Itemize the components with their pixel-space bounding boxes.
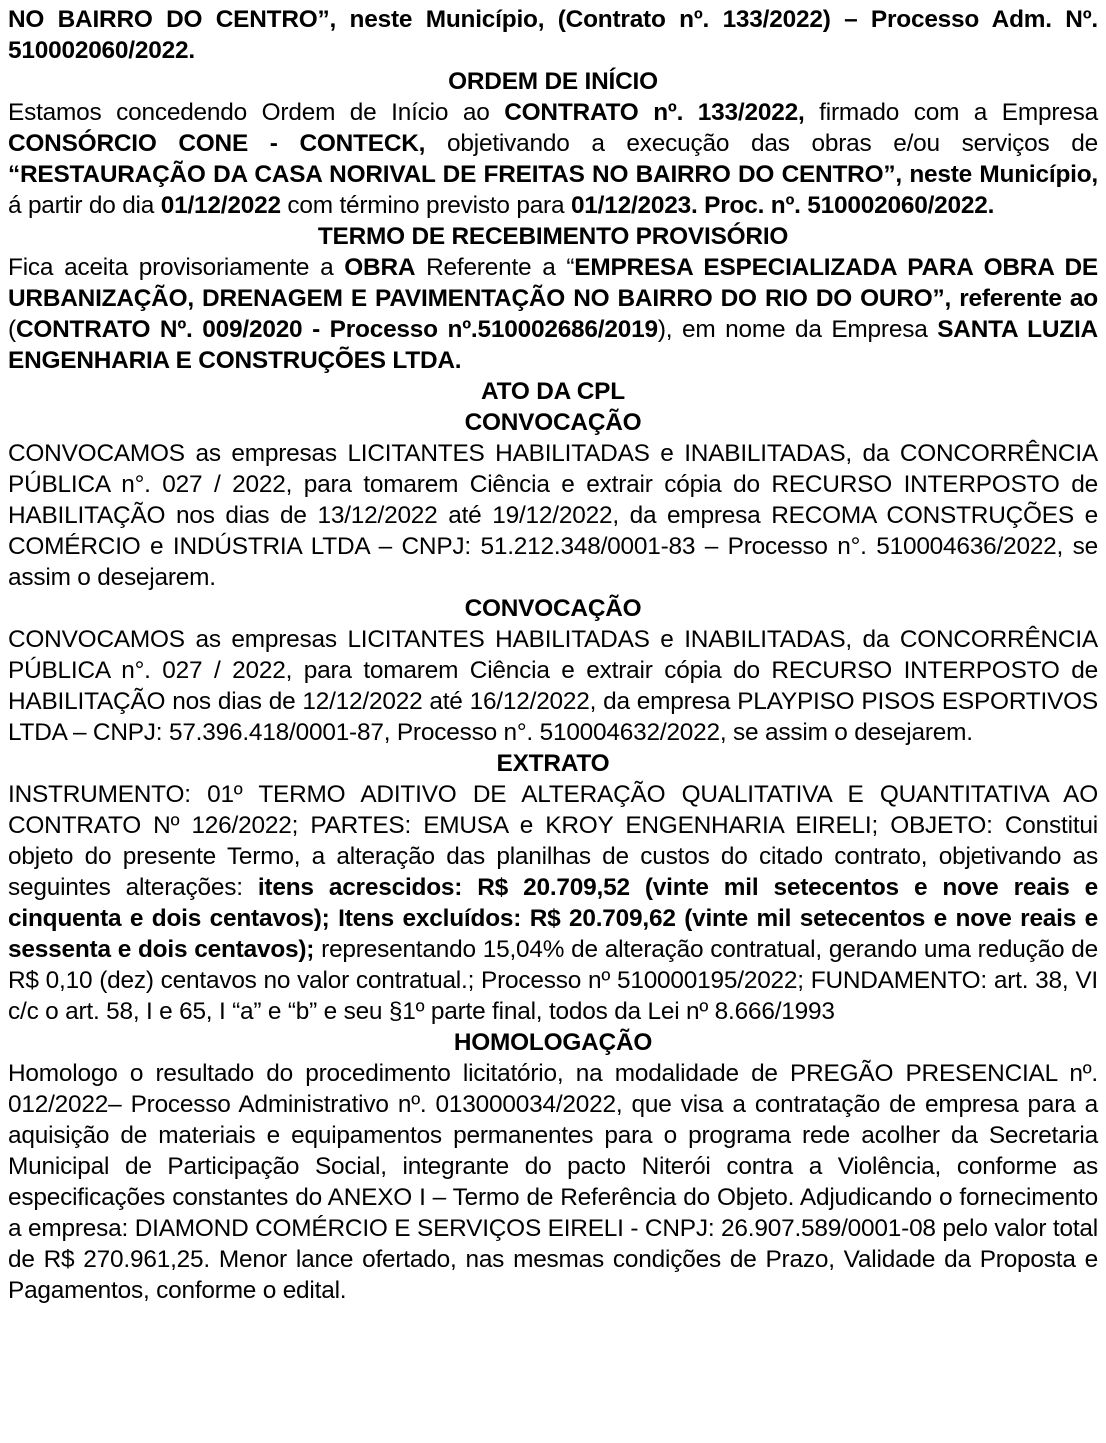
convocacao-2-heading: CONVOCAÇÃO	[464, 595, 642, 622]
ordem-inicio-text-2: firmado com a Empresa	[804, 99, 1098, 126]
ordem-inicio-object: “RESTAURAÇÃO DA CASA NORIVAL DE FREITAS NO BAIRRO DO CENTRO”, neste Município,	[8, 161, 1098, 188]
homologacao-heading: HOMOLOGAÇÃO	[453, 1029, 653, 1056]
intro-paragraph	[8, 4, 1098, 66]
extrato-heading: EXTRATO	[496, 750, 610, 777]
ordem-inicio-text-3: objetivando a execução das obras e/ou serviços de	[425, 130, 1099, 157]
ordem-inicio-text-1: Estamos concedendo Ordem de Início ao	[8, 99, 505, 126]
termo-company: SANTA LUZIA ENGENHARIA E CONSTRUÇÕES LTDA.	[8, 316, 1098, 374]
extrato-text-1: INSTRUMENTO: 01º TERMO ADITIVO DE ALTERAÇÃO QUALITATIVA E QUANTITATIVA AO CONTRATO Nº 126/2022; PARTES: EMUSA e KROY ENGENHARIA EIRELI; OBJETO: Constitui objeto do presente Termo, a alteração das planilhas de custos do citado contrato, objetivando as seguintes alterações:	[8, 781, 1098, 901]
ordem-inicio-company: CONSÓRCIO CONE - CONTECK,	[8, 130, 426, 157]
extrato-values: itens acrescidos: R$ 20.709,52 (vinte mil setecentos e nove reais e cinquenta e dois centavos); Itens excluídos: R$ 20.709,62 (vinte mil setecentos e nove reais e sessenta e dois centavos);	[8, 874, 1098, 963]
termo-text-3: (	[8, 316, 16, 343]
intro-bold-text: NO BAIRRO DO CENTRO”, neste Município, (Contrato nº. 133/2022) – Processo Adm. Nº. 510002060/2022.	[8, 6, 1098, 64]
extrato-text-2: representando 15,04% de alteração contratual, gerando uma redução de R$ 0,10 (dez) centavos no valor contratual.; Processo nº 510000195/2022; FUNDAMENTO: art. 38, VI c/c o art. 58, I e 65, I “a” e “b” e seu §1º parte final, todos da Lei nº 8.666/1993	[8, 936, 1099, 1025]
termo-text-1: Fica aceita provisoriamente a	[8, 254, 345, 281]
homologacao-paragraph: Homologo o resultado do procedimento licitatório, na modalidade de PREGÃO PRESENCIAL nº. 012/2022– Processo Administrativo nº. 013000034/2022, que visa a contratação de empresa para a aquisição de materiais e equipamentos permanentes para o programa rede acolher da Secretaria Municipal de Participação Social, integrante do pacto Niterói contra a Violência, conforme as especificações constantes do ANEXO I – Termo de Referência do Objeto. Adjudicando o fornecimento a empresa: DIAMOND COMÉRCIO E SERVIÇOS EIRELI - CNPJ: 26.907.589/0001-08 pelo valor total de R$ 270.961,25. Menor lance ofertado, nas mesmas condições de Prazo, Validade da Proposta e Pagamentos, conforme o edital.	[8, 1060, 1098, 1304]
termo-text-4: ), em nome da Empresa	[657, 316, 938, 343]
termo-recebimento-heading: TERMO DE RECEBIMENTO PROVISÓRIO	[317, 223, 789, 250]
ordem-inicio-text-5: com término previsto para	[280, 192, 571, 219]
termo-obra: OBRA	[344, 254, 416, 281]
ato-cpl-heading: ATO DA CPL	[481, 378, 625, 405]
convocacao-1-heading: CONVOCAÇÃO	[464, 409, 642, 436]
ordem-inicio-end-date: 01/12/2023. Proc. nº. 510002060/2022.	[570, 192, 995, 219]
ordem-inicio-contract-number: CONTRATO nº. 133/2022,	[504, 99, 805, 126]
ordem-inicio-start-date: 01/12/2022	[160, 192, 281, 219]
extrato-paragraph	[8, 779, 1098, 1027]
termo-recebimento-paragraph	[8, 252, 1098, 376]
convocacao-2-paragraph: CONVOCAMOS as empresas LICITANTES HABILITADAS e INABILITADAS, da CONCORRÊNCIA PÚBLICA n°. 027 / 2022, para tomarem Ciência e extrair cópia do RECURSO INTERPOSTO de HABILITAÇÃO nos dias de 12/12/2022 até 16/12/2022, da empresa PLAYPISO PISOS ESPORTIVOS LTDA – CNPJ: 57.396.418/0001-87, Processo n°. 510004632/2022, se assim o desejarem.	[8, 626, 1098, 746]
ordem-inicio-text-4: á partir do dia	[8, 192, 161, 219]
termo-contract: CONTRATO Nº. 009/2020 - Processo nº.510002686/2019	[15, 316, 658, 343]
ordem-inicio-paragraph	[8, 97, 1098, 221]
ordem-inicio-heading: ORDEM DE INÍCIO	[448, 68, 658, 95]
convocacao-1-paragraph: CONVOCAMOS as empresas LICITANTES HABILITADAS e INABILITADAS, da CONCORRÊNCIA PÚBLICA n°. 027 / 2022, para tomarem Ciência e extrair cópia do RECURSO INTERPOSTO de HABILITAÇÃO nos dias de 13/12/2022 até 19/12/2022, da empresa RECOMA CONSTRUÇÕES e COMÉRCIO e INDÚSTRIA LTDA – CNPJ: 51.212.348/0001-83 – Processo n°. 510004636/2022, se assim o desejarem.	[8, 440, 1098, 591]
termo-object: EMPRESA ESPECIALIZADA PARA OBRA DE URBANIZAÇÃO, DRENAGEM E PAVIMENTAÇÃO NO BAIRRO DO RIO DO OURO”, referente ao	[8, 254, 1098, 312]
termo-text-2: Referente a “	[415, 254, 575, 281]
